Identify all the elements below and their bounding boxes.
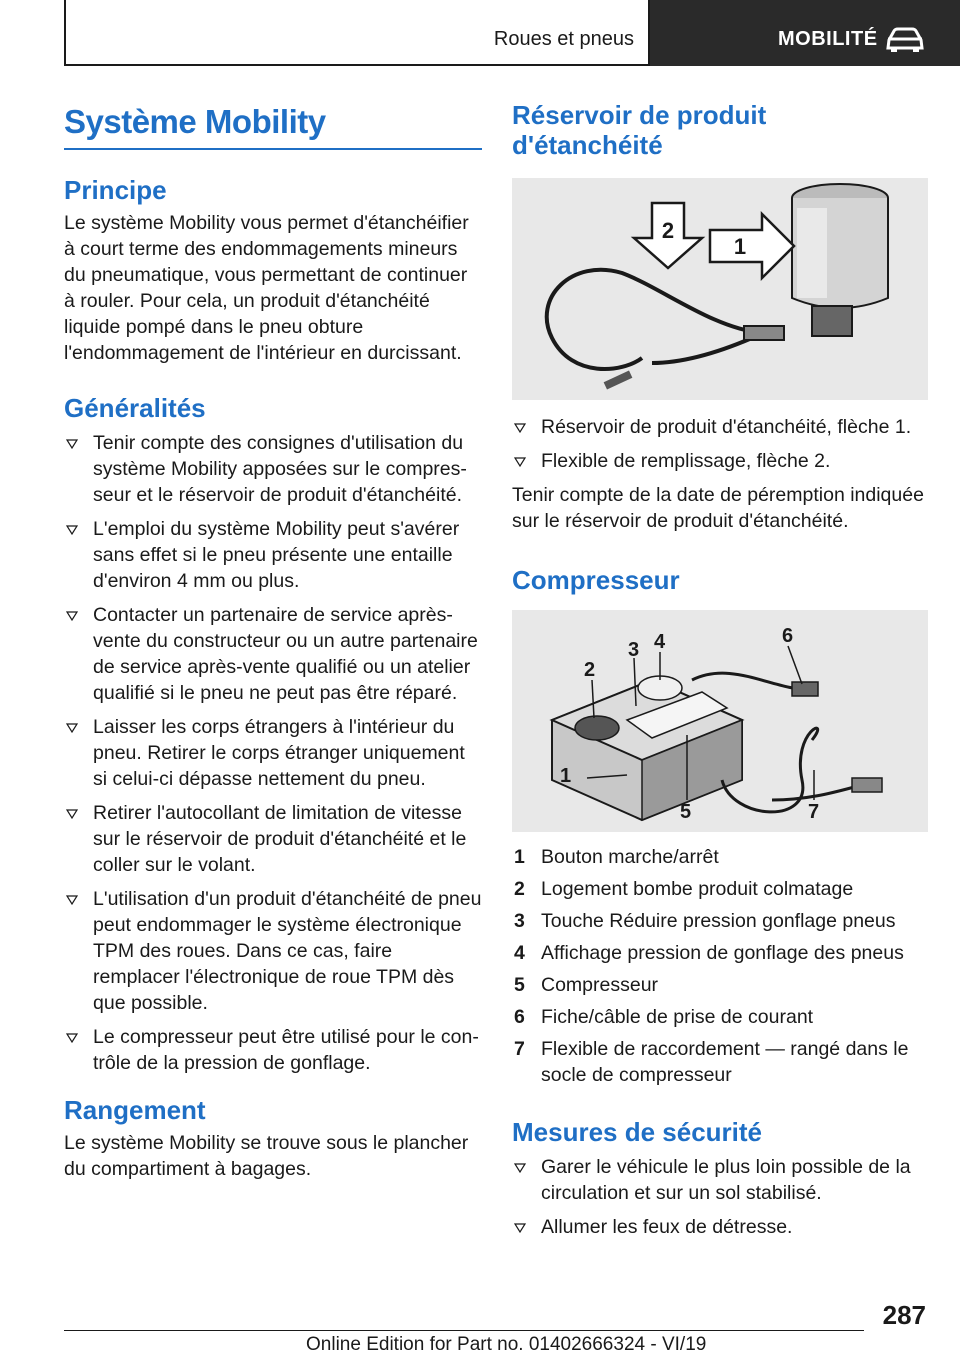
figure-label-3: 3 xyxy=(628,639,640,661)
figure-reservoir xyxy=(512,178,928,400)
bullet-triangle-icon xyxy=(66,723,78,733)
figure-label-5: 5 xyxy=(680,801,692,823)
list-item: Le compresseur peut être utilisé pour le con‐trôle de la pression de gonflage. xyxy=(64,1024,482,1076)
figure-label-1: 1 xyxy=(560,765,572,787)
right-column xyxy=(512,100,930,1248)
list-item: Laisser les corps étrangers à l'intérieur du pneu. Retirer le corps étranger uniquement si celui-ci dépasse nettement du pneu. xyxy=(64,714,482,792)
list-item: 1 Bouton marche/arrêt xyxy=(514,846,719,868)
page-number: 287 xyxy=(882,1300,926,1330)
list-item: Réservoir de produit d'étanchéité, flèche 1. xyxy=(512,414,930,440)
list-item: Garer le véhicule le plus loin possible de la circulation et sur un sol stabilisé. xyxy=(512,1154,930,1206)
bullet-triangle-icon xyxy=(514,423,526,433)
compresseur-legend xyxy=(512,844,930,1088)
heading-securite: Mesures de sécurité xyxy=(512,1117,763,1147)
list-item: 2 Logement bombe produit colmatage xyxy=(514,878,854,900)
list-item: 6 Fiche/câble de prise de courant xyxy=(514,1006,814,1028)
bullet-triangle-icon xyxy=(66,439,78,449)
list-item: L'emploi du système Mobility peut s'avérer sans effet si le pneu présente une entaille d'environ 4 mm ou plus. xyxy=(64,516,482,594)
sealant-reservoir-illustration xyxy=(512,178,928,400)
page-title: Système Mobility xyxy=(64,103,326,140)
bullet-triangle-icon xyxy=(66,895,78,905)
figure-label-7: 7 xyxy=(808,801,820,823)
principe-text: Le système Mobility vous permet d'étanchéifier à court terme des endommagements mineurs du pneumatique, vous permettant de continuer à rouler. Pour cela, un produit d'étanchéité liquide pompé dans le pneu obture l'endommagement de l'intérieur en durcissant. xyxy=(64,212,469,364)
title-rule xyxy=(64,148,482,150)
list-item: 7 Flexible de raccordement — rangé dans le socle de compresseur xyxy=(514,1038,909,1086)
list-item: Flexible de remplissage, flèche 2. xyxy=(512,448,930,474)
list-item: 3 Touche Réduire pression gonflage pneus xyxy=(514,910,896,932)
list-item: Tenir compte des consignes d'utilisation du système Mobility apposées sur le compres‐seur et le réservoir de produit d'étanchéité. xyxy=(64,430,482,508)
figure-label-2: 2 xyxy=(584,659,596,681)
list-item: L'utilisation d'un produit d'étanchéité de pneu peut endommager le système électronique TPM des roues. Dans ce cas, faire remplacer l'électronique de roue TPM dès que possible. xyxy=(64,886,482,1016)
heading-generalites: Généralités xyxy=(64,393,206,423)
compressor-illustration xyxy=(512,610,928,832)
figure-label-4: 4 xyxy=(654,631,666,653)
list-item: Retirer l'autocollant de limitation de vitesse sur le réservoir de produit d'étanchéité et le coller sur le volant. xyxy=(64,800,482,878)
left-column xyxy=(64,100,482,1182)
reservoir-note: Tenir compte de la date de péremption indiquée sur le réservoir de produit d'étanchéité. xyxy=(512,484,924,532)
footer-edition: Online Edition for Part no. 01402666324 - VI/19 xyxy=(306,1334,707,1355)
header-section-title: Roues et pneus xyxy=(493,28,634,50)
figure-label-2: 2 xyxy=(661,218,675,243)
bullet-triangle-icon xyxy=(66,611,78,621)
bullet-triangle-icon xyxy=(66,525,78,535)
securite-list xyxy=(512,1154,930,1240)
list-item: Contacter un partenaire de service après-vente du constructeur ou un autre partenaire de service après-vente qualifié ou un atelier qualifié si le pneu ne peut pas être réparé. xyxy=(64,602,482,706)
list-item: 4 Affichage pression de gonflage des pneus xyxy=(514,942,904,964)
generalites-list xyxy=(64,430,482,1076)
header-chapter-tab xyxy=(650,0,960,66)
heading-compresseur: Compresseur xyxy=(512,565,680,595)
header-section-box xyxy=(64,0,650,66)
figure-compresseur xyxy=(512,610,928,832)
list-item: Allumer les feux de détresse. xyxy=(512,1214,930,1240)
footer-rule xyxy=(64,1330,864,1331)
list-item: 5 Compresseur xyxy=(514,974,659,996)
heading-principe: Principe xyxy=(64,175,167,205)
rangement-text: Le système Mobility se trouve sous le plancher du compartiment à bagages. xyxy=(64,1132,469,1180)
bullet-triangle-icon xyxy=(514,1223,526,1233)
bullet-triangle-icon xyxy=(514,1163,526,1173)
car-icon xyxy=(885,26,925,54)
figure-label-6: 6 xyxy=(782,625,794,647)
heading-rangement: Rangement xyxy=(64,1095,206,1125)
heading-reservoir: Réservoir de produit d'étanchéité xyxy=(512,100,767,160)
reservoir-list xyxy=(512,414,930,474)
header-chapter-label: MOBILITÉ xyxy=(778,28,878,50)
bullet-triangle-icon xyxy=(514,457,526,467)
bullet-triangle-icon xyxy=(66,809,78,819)
figure-label-1: 1 xyxy=(733,234,747,259)
bullet-triangle-icon xyxy=(66,1033,78,1043)
